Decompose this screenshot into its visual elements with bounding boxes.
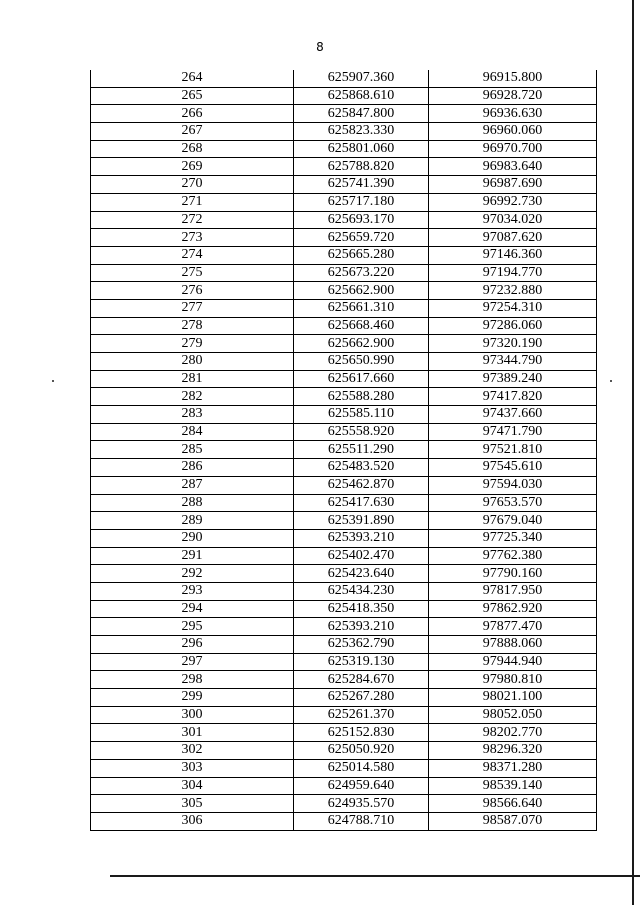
- y-coordinate-cell: 98566.640: [429, 795, 597, 813]
- point-number-cell: 292: [91, 565, 294, 583]
- y-coordinate-cell: 98202.770: [429, 724, 597, 742]
- x-coordinate-cell: 625462.870: [294, 476, 429, 494]
- x-coordinate-cell: 625717.180: [294, 193, 429, 211]
- point-number-cell: 306: [91, 812, 294, 830]
- x-coordinate-cell: 625558.920: [294, 423, 429, 441]
- point-number-cell: 282: [91, 388, 294, 406]
- y-coordinate-cell: 97344.790: [429, 353, 597, 371]
- table-row: [91, 512, 597, 530]
- y-coordinate-cell: 96970.700: [429, 140, 597, 158]
- y-coordinate-cell: 97862.920: [429, 600, 597, 618]
- point-number-cell: 302: [91, 742, 294, 760]
- point-number-cell: 268: [91, 140, 294, 158]
- table-row: [91, 812, 597, 830]
- x-coordinate-cell: 625823.330: [294, 123, 429, 141]
- page-edge-right: [632, 0, 634, 905]
- y-coordinate-cell: 97320.190: [429, 335, 597, 353]
- y-coordinate-cell: 98539.140: [429, 777, 597, 795]
- point-number-cell: 273: [91, 229, 294, 247]
- y-coordinate-cell: 98021.100: [429, 689, 597, 707]
- table-row: [91, 193, 597, 211]
- table-row: [91, 370, 597, 388]
- table-row: [91, 211, 597, 229]
- point-number-cell: 269: [91, 158, 294, 176]
- point-number-cell: 267: [91, 123, 294, 141]
- point-number-cell: 280: [91, 353, 294, 371]
- x-coordinate-cell: 625391.890: [294, 512, 429, 530]
- x-coordinate-cell: 625868.610: [294, 87, 429, 105]
- x-coordinate-cell: 624959.640: [294, 777, 429, 795]
- y-coordinate-cell: 97594.030: [429, 476, 597, 494]
- coordinates-table-body: [91, 70, 597, 830]
- y-coordinate-cell: 97471.790: [429, 423, 597, 441]
- x-coordinate-cell: 625668.460: [294, 317, 429, 335]
- point-number-cell: 297: [91, 653, 294, 671]
- y-coordinate-cell: 97679.040: [429, 512, 597, 530]
- y-coordinate-cell: 96960.060: [429, 123, 597, 141]
- table-row: [91, 759, 597, 777]
- table-row: [91, 582, 597, 600]
- point-number-cell: 304: [91, 777, 294, 795]
- point-number-cell: 272: [91, 211, 294, 229]
- point-number-cell: 303: [91, 759, 294, 777]
- x-coordinate-cell: 625050.920: [294, 742, 429, 760]
- table-row: [91, 653, 597, 671]
- y-coordinate-cell: 97877.470: [429, 618, 597, 636]
- y-coordinate-cell: 97653.570: [429, 494, 597, 512]
- table-row: [91, 70, 597, 87]
- x-coordinate-cell: 625907.360: [294, 70, 429, 87]
- x-coordinate-cell: 625423.640: [294, 565, 429, 583]
- table-row: [91, 618, 597, 636]
- scan-speck: [610, 380, 612, 382]
- point-number-cell: 305: [91, 795, 294, 813]
- y-coordinate-cell: 97762.380: [429, 547, 597, 565]
- point-number-cell: 281: [91, 370, 294, 388]
- x-coordinate-cell: 625665.280: [294, 246, 429, 264]
- point-number-cell: 275: [91, 264, 294, 282]
- point-number-cell: 283: [91, 406, 294, 424]
- x-coordinate-cell: 625417.630: [294, 494, 429, 512]
- x-coordinate-cell: 625650.990: [294, 353, 429, 371]
- table-row: [91, 441, 597, 459]
- point-number-cell: 296: [91, 636, 294, 654]
- table-row: [91, 600, 597, 618]
- scan-speck: [52, 380, 54, 382]
- table-row: [91, 777, 597, 795]
- table-row: [91, 795, 597, 813]
- y-coordinate-cell: 97254.310: [429, 299, 597, 317]
- x-coordinate-cell: 625659.720: [294, 229, 429, 247]
- x-coordinate-cell: 625511.290: [294, 441, 429, 459]
- x-coordinate-cell: 625585.110: [294, 406, 429, 424]
- table-row: [91, 706, 597, 724]
- table-row: [91, 423, 597, 441]
- table-row: [91, 388, 597, 406]
- y-coordinate-cell: 98052.050: [429, 706, 597, 724]
- x-coordinate-cell: 625483.520: [294, 459, 429, 477]
- y-coordinate-cell: 96983.640: [429, 158, 597, 176]
- y-coordinate-cell: 97437.660: [429, 406, 597, 424]
- coordinates-table: [90, 70, 597, 831]
- y-coordinate-cell: 97888.060: [429, 636, 597, 654]
- y-coordinate-cell: 96987.690: [429, 176, 597, 194]
- y-coordinate-cell: 97817.950: [429, 582, 597, 600]
- y-coordinate-cell: 96915.800: [429, 70, 597, 87]
- point-number-cell: 298: [91, 671, 294, 689]
- point-number-cell: 301: [91, 724, 294, 742]
- x-coordinate-cell: 624935.570: [294, 795, 429, 813]
- table-row: [91, 335, 597, 353]
- point-number-cell: 264: [91, 70, 294, 87]
- table-row: [91, 123, 597, 141]
- point-number-cell: 285: [91, 441, 294, 459]
- x-coordinate-cell: 625847.800: [294, 105, 429, 123]
- point-number-cell: 295: [91, 618, 294, 636]
- point-number-cell: 289: [91, 512, 294, 530]
- page-edge-bottom: [110, 875, 640, 877]
- y-coordinate-cell: 97087.620: [429, 229, 597, 247]
- point-number-cell: 294: [91, 600, 294, 618]
- point-number-cell: 276: [91, 282, 294, 300]
- table-row: [91, 689, 597, 707]
- point-number-cell: 277: [91, 299, 294, 317]
- point-number-cell: 270: [91, 176, 294, 194]
- table-row: [91, 246, 597, 264]
- y-coordinate-cell: 96936.630: [429, 105, 597, 123]
- point-number-cell: 265: [91, 87, 294, 105]
- y-coordinate-cell: 97545.610: [429, 459, 597, 477]
- x-coordinate-cell: 625393.210: [294, 618, 429, 636]
- table-row: [91, 105, 597, 123]
- x-coordinate-cell: 625014.580: [294, 759, 429, 777]
- y-coordinate-cell: 98587.070: [429, 812, 597, 830]
- x-coordinate-cell: 625741.390: [294, 176, 429, 194]
- table-row: [91, 158, 597, 176]
- point-number-cell: 271: [91, 193, 294, 211]
- page-number: 8: [316, 40, 324, 54]
- point-number-cell: 293: [91, 582, 294, 600]
- y-coordinate-cell: 97146.360: [429, 246, 597, 264]
- x-coordinate-cell: 625588.280: [294, 388, 429, 406]
- table-row: [91, 176, 597, 194]
- y-coordinate-cell: 97521.810: [429, 441, 597, 459]
- x-coordinate-cell: 625152.830: [294, 724, 429, 742]
- table-row: [91, 299, 597, 317]
- y-coordinate-cell: 98296.320: [429, 742, 597, 760]
- x-coordinate-cell: 625319.130: [294, 653, 429, 671]
- y-coordinate-cell: 97194.770: [429, 264, 597, 282]
- x-coordinate-cell: 625788.820: [294, 158, 429, 176]
- table-row: [91, 529, 597, 547]
- x-coordinate-cell: 625284.670: [294, 671, 429, 689]
- table-row: [91, 494, 597, 512]
- table-row: [91, 565, 597, 583]
- x-coordinate-cell: 625418.350: [294, 600, 429, 618]
- table-row: [91, 229, 597, 247]
- y-coordinate-cell: 98371.280: [429, 759, 597, 777]
- x-coordinate-cell: 625662.900: [294, 335, 429, 353]
- point-number-cell: 279: [91, 335, 294, 353]
- point-number-cell: 291: [91, 547, 294, 565]
- y-coordinate-cell: 97232.880: [429, 282, 597, 300]
- table-row: [91, 636, 597, 654]
- x-coordinate-cell: 625267.280: [294, 689, 429, 707]
- x-coordinate-cell: 625617.660: [294, 370, 429, 388]
- x-coordinate-cell: 625693.170: [294, 211, 429, 229]
- y-coordinate-cell: 97389.240: [429, 370, 597, 388]
- table-row: [91, 87, 597, 105]
- table-row: [91, 282, 597, 300]
- table-row: [91, 140, 597, 158]
- point-number-cell: 286: [91, 459, 294, 477]
- point-number-cell: 266: [91, 105, 294, 123]
- x-coordinate-cell: 625801.060: [294, 140, 429, 158]
- y-coordinate-cell: 97286.060: [429, 317, 597, 335]
- point-number-cell: 290: [91, 529, 294, 547]
- point-number-cell: 284: [91, 423, 294, 441]
- table-row: [91, 671, 597, 689]
- x-coordinate-cell: 625402.470: [294, 547, 429, 565]
- point-number-cell: 288: [91, 494, 294, 512]
- table-row: [91, 264, 597, 282]
- y-coordinate-cell: 96992.730: [429, 193, 597, 211]
- point-number-cell: 299: [91, 689, 294, 707]
- y-coordinate-cell: 97944.940: [429, 653, 597, 671]
- y-coordinate-cell: 97790.160: [429, 565, 597, 583]
- y-coordinate-cell: 97417.820: [429, 388, 597, 406]
- table-row: [91, 724, 597, 742]
- x-coordinate-cell: 625261.370: [294, 706, 429, 724]
- y-coordinate-cell: 96928.720: [429, 87, 597, 105]
- point-number-cell: 287: [91, 476, 294, 494]
- y-coordinate-cell: 97034.020: [429, 211, 597, 229]
- x-coordinate-cell: 625673.220: [294, 264, 429, 282]
- x-coordinate-cell: 625393.210: [294, 529, 429, 547]
- table-row: [91, 459, 597, 477]
- table-row: [91, 476, 597, 494]
- point-number-cell: 278: [91, 317, 294, 335]
- table-row: [91, 547, 597, 565]
- point-number-cell: 274: [91, 246, 294, 264]
- x-coordinate-cell: 625662.900: [294, 282, 429, 300]
- y-coordinate-cell: 97980.810: [429, 671, 597, 689]
- table-row: [91, 406, 597, 424]
- table-row: [91, 353, 597, 371]
- x-coordinate-cell: 625434.230: [294, 582, 429, 600]
- x-coordinate-cell: 625362.790: [294, 636, 429, 654]
- point-number-cell: 300: [91, 706, 294, 724]
- x-coordinate-cell: 625661.310: [294, 299, 429, 317]
- x-coordinate-cell: 624788.710: [294, 812, 429, 830]
- table-row: [91, 317, 597, 335]
- y-coordinate-cell: 97725.340: [429, 529, 597, 547]
- table-row: [91, 742, 597, 760]
